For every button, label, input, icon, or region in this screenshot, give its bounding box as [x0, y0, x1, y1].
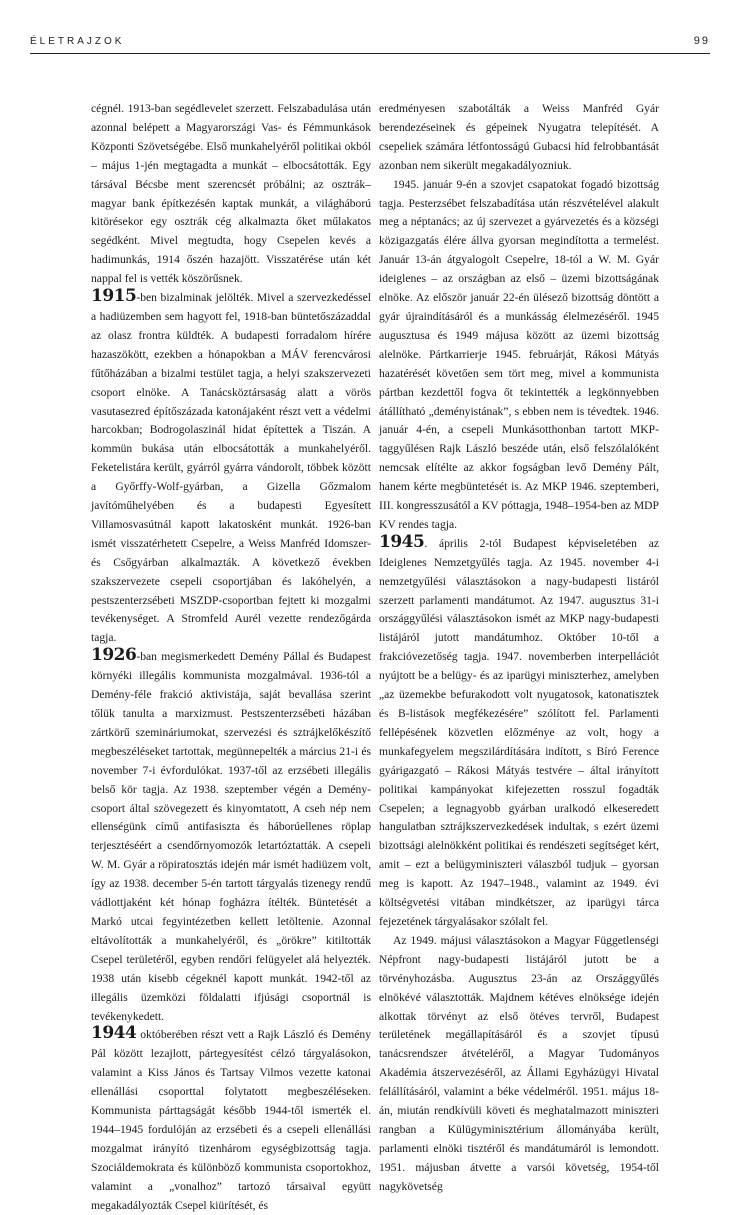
paragraph-text: októberében részt vett a Rajk László és Demény Pál között lezajlott, pártegyesítést célzó tárgyalásokon, valamint a Kiss János és Tartsay Vilmos vezette katonai ellenállási csoporttal folytatott megbeszéléseken. Kommunista párttagságát később 1944-től ismerték el. 1944–1945 fordulóján az erzsébeti és a csepeli ellenállási mozgalmat irányító tizenhárom egységbizottság tagja. Szociáldemokrata és különböző kommunista csoportokhoz, valamint a „vonalhoz” tartozó társaival együtt megakadályozták Csepel kiürítését, és [91, 1028, 371, 1212]
right-text-column [379, 100, 659, 1197]
year-marker: 1944 [91, 1023, 137, 1044]
section-title: ÉLETRAJZOK [30, 36, 125, 47]
paragraph-text: 1945. január 9-én a szovjet csapatokat fogadó bizottság tagja. Pesterzsébet felszabadítása után részvételével alakult meg a néptanács; az új szervezet a gyárvezetés és a községi közigazgatás élére állva gyorsan megindította a termelést. Január 13-án átgyalogolt Csepelre, 18-tól a W. M. Gyár ideiglenes – az országban az első – üzemi bizottságának elnöke. Az először január 22-én ülésező bizottság döntött a gyár újraindításáról és a munkásság élelmezéséről. 1945 augusztusa és 1949 májusa között az üzemi bizottság alelnöke. Pártkarrierje 1945. februárját, Rákosi Mátyás hazatérését követően sem tört meg, mivel a kommunista pártban kezdettől fogva őt tekintették a legkönnyebben átállítható „deményistának”, s ebben nem is tévedtek. 1946. január 4-én, a csepeli Munkásotthonban tartott MKP-taggyűlésen Rajk László beszéde után, első felszólalóként nemcsak elítélte az akkor fogságban levő Demény Pált, hanem kérte megbüntetését is. Az MKP 1946. szeptemberi, III. kongresszusától a KV póttagja, 1948–1954-ben az MDP KV rendes tagja. [379, 177, 659, 531]
paragraph [91, 645, 371, 1026]
paragraph [91, 1023, 371, 1215]
paragraph-text: cégnél. 1913-ban segédlevelet szerzett. Felszabadulása után azonnal belépett a Magyarországi Vas- és Fémmunkások Központi Szövetségébe. Első munkahelyéről politikai okból – május 1-jén megtagadta a munkát – elbocsátották. Egy társával Bécsbe ment szerencsét próbálni; az osztrák–magyar bank építkezésén kaptak munkát, a világháború kitörésekor egy osztrák cég alkalmazta őket műlakatos segédként. Mivel megtudta, hogy Csepelen kevés a hadimunkás, 1914 őszén hazajött. Visszatérése után két nappal fel is vették köszörűsnek. [91, 102, 371, 286]
paragraph-text: eredményesen szabotálták a Weiss Manfréd Gyár berendezéseinek és gépeinek Nyugatra telepítését. A csepeliek számára létfontosságú Gubacsi híd felrobbantását azonban nem sikerült megakadályozniuk. [379, 102, 659, 172]
paragraph-text: -ben bizalminak jelölték. Mivel a szervezkedéssel a hadiüzemben sem hagyott fel, 1918-ban büntetőszázaddal az olasz frontra küldték. A budapesti forradalom hírére hazaszökött, ezekben a hónapokban a MÁV ferencvárosi fűtőházában a bizalmi testület tagja, a helyi szakszervezeti csoport elnöke. A Tanácsköztársaság alatt a vörös vasutasezred építőszázada katonájaként részt vett a védelmi harcokban; Bodrogolaszinál hidat építettek a Tiszán. A kommün bukása után elbocsátották a munkahelyéről. Feketelistára került, gyárról gyárra vándorolt, többek között a Győrffy-Wolf-gyárban, a Gizella Gőzmalom javítóműhelyében és a budapesti Egyesített Villamosvasútnál kapott lakatosként munkát. 1926-ban ismét visszatérhetett Csepelre, a Weiss Manfréd Idomszer- és Csőgyárban alkalmazták. A következő években szakszervezete csepeli csoportjában és lakóhelyén, a pestszenterzsébeti MSZDP-csoportban fejtett ki mozgalmi tevékenységet. A Stromfeld Aurél vezette rendezőgárda tagja. [91, 291, 371, 645]
left-text-column [91, 100, 371, 1215]
year-marker: 1915 [91, 286, 137, 307]
paragraph [379, 932, 659, 1197]
paragraph [91, 100, 371, 289]
year-marker: 1945 [379, 531, 425, 552]
paragraph-text: . április 2-tól Budapest képviseletében az Ideiglenes Nemzetgyűlés tagja. Az 1945. november 4-i nemzetgyűlési választásokon a nagy-budapesti listáról szerzett parlamenti mandátumot. Az 1947. augusztus 31-i országgyűlési választásokon ismét az MKP nagy-budapesti listájáról jutott mandátumhoz. Október 10-től a frakcióvezetőség tagja. 1947. novemberben interpellációt nyújtott be a belügy- és az iparügyi miniszterhez, amelyben „az üzemekbe befurakodott volt nyugatosok, katonatisztek és B-listások megfékezésére” szólított fel. Parlamenti fellépésének közvetlen előzménye az volt, hogy a munkafegyelem megszilárdítására indított, s Bíró Ference gyárigazgató – Rákosi Mátyás testvére – által irányított politikai kampányokat kifejezetten rosszul fogadták Csepelen; a legnagyobb gyárban uralkodó elkeseredett hangulatban sztrájkszervezkedések indultak, s ezért üzemi bizottsági alelnökként politikai és rendészeti segítséget kért, amit – ezt a belügyminiszteri válaszból tudjuk – gyorsan meg is kapott. Az 1947–1948., valamint az 1949. évi költségvetési vitában mindkétszer, az iparügyi tárca fejezetének tárgyalásakor szólalt fel. [379, 536, 659, 928]
paragraph [379, 176, 659, 535]
header-rule [30, 53, 710, 54]
paragraph [379, 531, 659, 932]
paragraph-text: -ban megismerkedett Demény Pállal és Budapest környéki illegális kommunista mozgalmával. 1936-tól a Demény-féle frakció aktivistája, saját bevallása szerint tőlük tanulta a marxizmust. Pestszenterzsébeti házában zártkörű szemináriumokat, szervezési és sztrájkelőkészítő megbeszéléseket tartottak, megünnepelték a március 21-i és november 7-i évfordulókat. 1937-től az erzsébeti illegális belső kör tagja. Az 1938. szeptember végén a Demény-csoport által szövegezett és kinyomtatott, A cseh nép nem ellenségünk című antifasiszta és háborúellenes röplap terjesztéséért a csendőrnyomozók letartóztatták. A csepeli W. M. Gyár a röpiratosztás idején már ismét hadiüzem volt, így az 1938. december 5-én tartott tárgyalás tizenegy rendű vádlottjaként két hónap fogházra ítélték. Büntetését a Markó utcai fegyintézetben kellett letöltenie. Azonnal eltávolították a munkahelyéről, és „örökre” kitiltották Csepel területéről, egyben rendőri felügyelet alá helyezték. 1938 után kisebb cégeknél kapott munkát. 1942-től az illegális üzemközi földalatti ifjúsági csoportnál is tevékenykedett. [91, 650, 371, 1023]
page-number: 99 [693, 35, 710, 47]
paragraph [379, 100, 659, 176]
paragraph [91, 286, 371, 648]
running-header [30, 36, 710, 58]
paragraph-text: Az 1949. májusi választásokon a Magyar Függetlenségi Népfront nagy-budapesti listájáról jutott be a törvényhozásba. Augusztus 23-án az Országgyűlés elnökévé választották. Majdnem kétéves elnöksége idején alkottak törvényt az első ötéves tervről, Budapest területének megállapításáról és a szovjet típusú tanácsrendszer átvételéről, a Magyar Tudományos Akadémia átszervezéséről, az Állami Egyházügyi Hivatal felállításáról, valamint a béke védelméről. 1951. május 18-án, miután rendkívüli követi és meghatalmazott miniszteri rangban a Külügyminisztérium állományába került, parlamenti elnöki tisztéről és mandátumáról is lemondott. 1951. májusban átvette a varsói követség, 1954-től nagykövetség [379, 933, 659, 1193]
year-marker: 1926 [91, 645, 137, 666]
